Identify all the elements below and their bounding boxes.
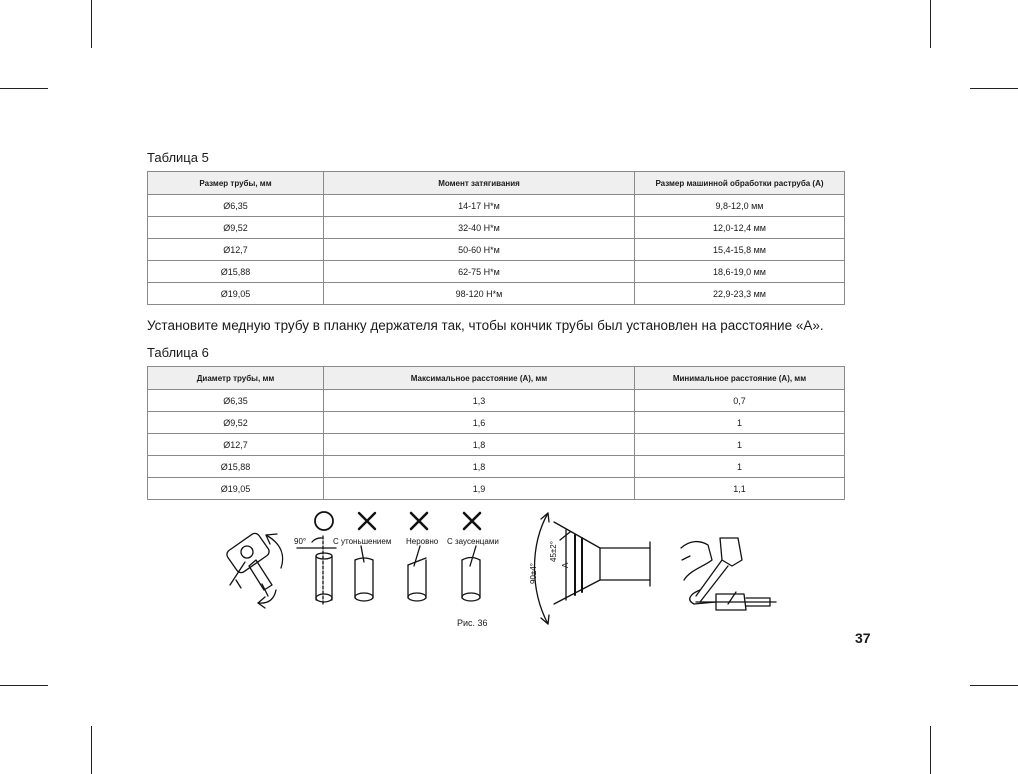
thinning-cut-example xyxy=(355,513,375,601)
table-cell: 22,9-23,3 мм xyxy=(635,283,845,305)
burrs-cut-example xyxy=(462,513,480,601)
column-header: Минимальное расстояние (A), мм xyxy=(635,367,845,390)
flare-dimension-diagram xyxy=(535,513,651,624)
table-cell: Ø12,7 xyxy=(148,434,324,456)
table-cell: 1 xyxy=(635,434,845,456)
table-cell: 1,8 xyxy=(324,434,635,456)
table-cell: 15,4-15,8 мм xyxy=(635,239,845,261)
column-header: Максимальное расстояние (A), мм xyxy=(324,367,635,390)
table-cell: 1,9 xyxy=(324,478,635,500)
table-cell: Ø6,35 xyxy=(148,195,324,217)
angle-90-label: 90° xyxy=(294,537,307,546)
table-cell: 1,1 xyxy=(635,478,845,500)
table-cell: 32-40 Н*м xyxy=(324,217,635,239)
table-cell: 14-17 Н*м xyxy=(324,195,635,217)
flare-half-angle-label: 45±2° xyxy=(549,541,558,562)
column-header: Размер машинной обработки раструба (A) xyxy=(635,172,845,195)
table-cell: Ø19,05 xyxy=(148,478,324,500)
table-cell: 1 xyxy=(635,412,845,434)
table-cell: 1,8 xyxy=(324,456,635,478)
burrs-label: С заусенцами xyxy=(447,537,499,546)
table-cell: 50-60 Н*м xyxy=(324,239,635,261)
thinning-label: С утоньшением xyxy=(333,537,392,546)
pipe-cutter-illustration xyxy=(225,531,283,608)
table-cell: 12,0-12,4 мм xyxy=(635,217,845,239)
column-header: Размер трубы, мм xyxy=(148,172,324,195)
table-cell: Ø6,35 xyxy=(148,390,324,412)
dimension-a-label: A xyxy=(561,562,570,568)
table-cell: Ø9,52 xyxy=(148,217,324,239)
table-cell: Ø12,7 xyxy=(148,239,324,261)
table-cell: 1,6 xyxy=(324,412,635,434)
table-cell: Ø15,88 xyxy=(148,261,324,283)
wrench-illustration xyxy=(681,538,776,610)
table-cell: 9,8-12,0 мм xyxy=(635,195,845,217)
table-cell: Ø19,05 xyxy=(148,283,324,305)
column-header: Диаметр трубы, мм xyxy=(148,367,324,390)
table-cell: 62-75 Н*м xyxy=(324,261,635,283)
table6-title: Таблица 6 xyxy=(147,345,209,360)
uneven-cut-example xyxy=(408,513,427,601)
good-cut-example xyxy=(297,512,336,604)
table-cell: 1,3 xyxy=(324,390,635,412)
table-cell: Ø9,52 xyxy=(148,412,324,434)
page-number: 37 xyxy=(855,630,871,646)
table-cell: 98-120 Н*м xyxy=(324,283,635,305)
column-header: Момент затягивания xyxy=(324,172,635,195)
table5-title: Таблица 5 xyxy=(147,150,209,165)
instruction-text: Установите медную трубу в планку держателя так, чтобы кончик трубы был установлен на расстояние «А». xyxy=(147,318,824,333)
table-cell: 18,6-19,0 мм xyxy=(635,261,845,283)
table-cell: Ø15,88 xyxy=(148,456,324,478)
table-cell: 0,7 xyxy=(635,390,845,412)
figure-caption: Рис. 36 xyxy=(457,618,488,628)
flare-angle-label: 90±4° xyxy=(529,563,538,584)
uneven-label: Неровно xyxy=(406,537,439,546)
table-cell: 1 xyxy=(635,456,845,478)
